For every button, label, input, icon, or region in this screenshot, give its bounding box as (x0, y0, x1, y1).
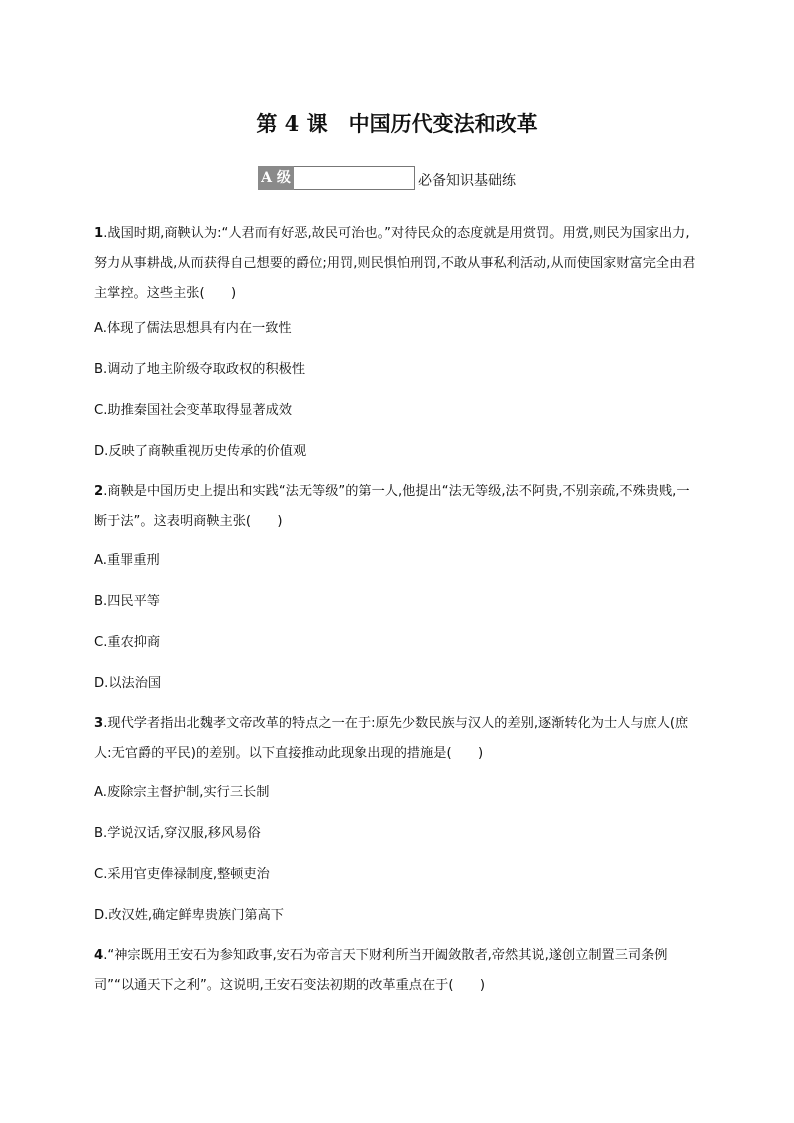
option-3d: D.改汉姓,确定鲜卑贵族门第高下 (94, 908, 284, 923)
question-1 (94, 219, 700, 309)
page-title: 第 4 课 中国历代变法和改革 (256, 111, 538, 136)
question-3 (94, 709, 700, 769)
question-number: 1 (94, 226, 104, 241)
level-header (258, 164, 516, 190)
question-2 (94, 477, 700, 537)
option-1d: D.反映了商鞅重视历史传承的价值观 (94, 444, 307, 459)
question-text: .现代学者指出北魏孝文帝改革的特点之一在于:原先少数民族与汉人的差别,逐渐转化为士人与庶人(庶人:无官爵的平民)的差别。以下直接推动此现象出现的措施是( ) (94, 716, 689, 761)
question-4 (94, 941, 700, 1001)
option-1c: C.助推秦国社会变革取得显著成效 (94, 403, 293, 418)
option-3c: C.采用官吏俸禄制度,整顿吏治 (94, 867, 270, 882)
option-1b: B.调动了地主阶级夺取政权的积极性 (94, 362, 306, 377)
option-3a: A.废除宗主督护制,实行三长制 (94, 785, 270, 800)
question-text: .商鞅是中国历史上提出和实践“法无等级”的第一人,他提出“法无等级,法不阿贵,不别亲疏,不殊贵贱,一断于法”。这表明商鞅主张( ) (94, 484, 690, 529)
option-2c: C.重农抑商 (94, 635, 161, 650)
question-number: 3 (94, 716, 104, 731)
level-blank-box (294, 166, 415, 190)
option-2a: A.重罪重刑 (94, 553, 160, 568)
option-1a: A.体现了儒法思想具有内在一致性 (94, 321, 292, 336)
question-text: .战国时期,商鞅认为:“人君而有好恶,故民可治也。”对待民众的态度就是用赏罚。用赏,则民为国家出力,努力从事耕战,从而获得自己想要的爵位;用罚,则民惧怕刑罚,不敢从事私利活动,从而使国家财富完全由君主掌控。这些主张( ) (94, 226, 696, 301)
question-number: 2 (94, 484, 104, 499)
option-3b: B.学说汉话,穿汉服,移风易俗 (94, 826, 261, 841)
option-2d: D.以法治国 (94, 676, 162, 691)
question-number: 4 (94, 948, 104, 963)
option-2b: B.四民平等 (94, 594, 160, 609)
level-badge: A 级 (258, 166, 294, 190)
level-label: 必备知识基础练 (418, 173, 516, 189)
question-text: .“神宗既用王安石为参知政事,安石为帝言天下财利所当开阖敛散者,帝然其说,遂创立制置三司条例司”“以通天下之利”。这说明,王安石变法初期的改革重点在于( ) (94, 948, 668, 993)
